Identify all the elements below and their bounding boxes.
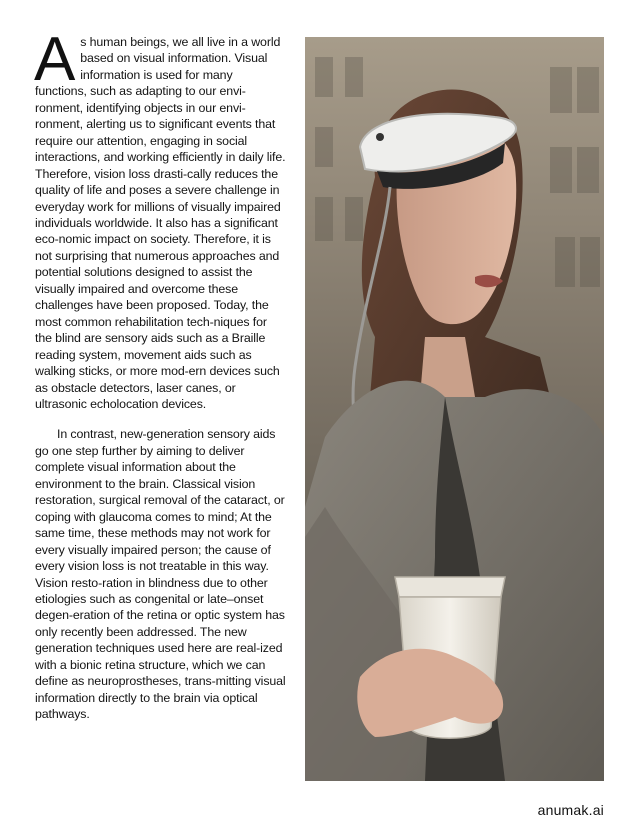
article-body [34, 25, 287, 723]
drop-cap: A [34, 25, 76, 94]
footer-brand: anumak.ai [537, 802, 604, 818]
paragraph-1-text: s human beings, we all live in a world based on visual information. Visual information is used for many functions, such as adapting to our envi-ronment, identifying objects in our envi-ronment, alerting us to significant events that require our attention, engaging in social interactions, and working efficiently in daily life. Therefore, vision loss drasti-cally reduces the quality of life and poses a severe challenge in everyday work for millions of visually impaired individuals worldwide. It also has a significant eco-nomic impact on society. Therefore, it is not surprising that numerous approaches and potential solutions designed to assist the visually impaired and overcome these challenges have been proposed. Today, the most common rehabilitation tech-niques for the blind are sensory aids such as a Braille reading system, movement aids such as walking sticks, or more mod-ern devices such as obstacle detectors, laser canes, or ultrasonic echolocation devices. [35, 35, 286, 411]
article-paragraph-1 [34, 25, 287, 412]
woman-wearing-vision-headset-photo [305, 37, 604, 781]
article-paragraph-2: In contrast, new-generation sensory aids go one step further by aiming to deliver complete visual information about the environment to the brain. Classical vision restoration, surgical removal of the cataract, or coping with glaucoma comes to mind; At the same time, these methods may not work for every visually impaired person; the cause of every vision loss is not treatable in this way. Vision resto-ration in blindness due to other etiologies such as congenital or late–onset degen-eration of the retina or optic system has only recently been addressed. The new generation techniques used here are real-ized with a bionic retina structure, which we can define as neuroprostheses, trans-mitting visual information directly to the brain via optical pathways. [35, 427, 286, 722]
